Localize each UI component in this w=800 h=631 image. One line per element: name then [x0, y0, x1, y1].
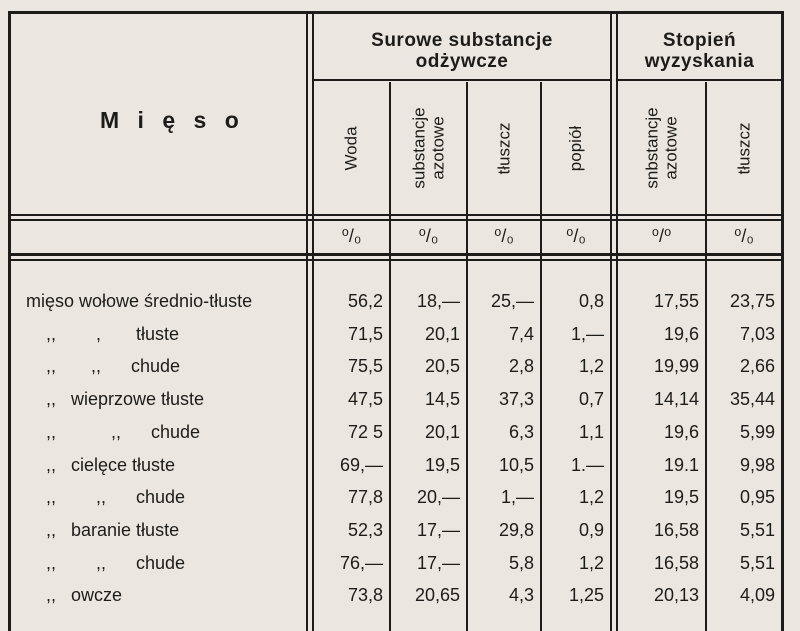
unit-s-azotowe: ⁰/⁰ [651, 226, 672, 246]
cell-tluszcz: 4,3 [508, 585, 534, 606]
column-header-s-azotowe [618, 82, 705, 214]
group-header-recovery [618, 30, 781, 72]
cell-s-azotowe: 20,13 [653, 585, 699, 606]
column-header-azotowe [391, 82, 466, 214]
cell-woda: 73,8 [347, 585, 383, 606]
cell-popiol: 1.— [570, 454, 604, 475]
column-header-s-azotowe-line-1: snbstancje [642, 107, 662, 189]
cell-s-tluszcz: 9,98 [739, 454, 775, 475]
cell-s-azotowe: 14,14 [653, 389, 699, 410]
cell-s-azotowe: 19,6 [663, 323, 699, 344]
table-row [0, 416, 800, 449]
cell-tluszcz: 6,3 [508, 421, 534, 442]
group-header-raw-nutrients [314, 30, 610, 72]
cell-s-azotowe: 19.1 [663, 454, 699, 475]
cell-azotowe: 20,1 [424, 421, 460, 442]
cell-s-azotowe: 16,58 [653, 552, 699, 573]
column-header-azotowe-line-2: azotowe [428, 116, 448, 180]
column-header-popiol-text: popiół [566, 125, 586, 171]
cell-woda: 71,5 [347, 323, 383, 344]
table-row [0, 383, 800, 416]
cell-s-tluszcz: 35,44 [729, 389, 775, 410]
cell-tluszcz: 37,3 [498, 389, 534, 410]
cell-azotowe: 19,5 [424, 454, 460, 475]
row-label: ,, wieprzowe tłuste [46, 389, 205, 410]
row-label: ,, owcze [46, 585, 123, 606]
column-header-tluszcz-text: tłuszcz [494, 122, 514, 174]
cell-popiol: 0,7 [578, 389, 604, 410]
cell-s-tluszcz: 5,99 [739, 421, 775, 442]
cell-tluszcz: 10,5 [498, 454, 534, 475]
row-label: ,, , tłuste [46, 323, 180, 344]
cell-popiol: 1,2 [578, 356, 604, 377]
table-row [0, 579, 800, 612]
cell-azotowe: 17,— [416, 519, 460, 540]
row-label: ,, ,, chude [46, 421, 201, 442]
column-header-woda-text: Woda [341, 125, 361, 171]
cell-woda: 72 5 [347, 421, 383, 442]
row-label: ,, ,, chude [46, 487, 186, 508]
cell-tluszcz: 5,8 [508, 552, 534, 573]
cell-popiol: 1,— [570, 323, 604, 344]
column-header-popiol [542, 82, 610, 214]
cell-popiol: 1,2 [578, 487, 604, 508]
table-row [0, 350, 800, 383]
units-bottom-line-2 [11, 259, 781, 261]
cell-s-tluszcz: 23,75 [729, 291, 775, 311]
cell-azotowe: 17,— [416, 552, 460, 573]
row-label: mięso wołowe średnio-tłuste [26, 291, 253, 311]
table-row [0, 449, 800, 482]
group-underline-recovery [618, 79, 781, 81]
group-header-raw-line-2: odżywcze [415, 51, 509, 72]
cell-tluszcz: 25,— [490, 291, 534, 311]
cell-tluszcz: 1,— [500, 487, 534, 508]
cell-azotowe: 20,— [416, 487, 460, 508]
cell-s-azotowe: 19,99 [653, 356, 699, 377]
cell-woda: 75,5 [347, 356, 383, 377]
cell-tluszcz: 29,8 [498, 519, 534, 540]
cell-woda: 77,8 [347, 487, 383, 508]
cell-tluszcz: 2,8 [508, 356, 534, 377]
cell-s-azotowe: 19,5 [663, 487, 699, 508]
cell-woda: 52,3 [347, 519, 383, 540]
cell-s-tluszcz: 4,09 [739, 585, 775, 606]
column-header-s-tluszcz-text: tłuszcz [734, 122, 754, 174]
cell-woda: 56,2 [347, 291, 383, 311]
column-header-s-tluszcz [707, 82, 781, 214]
unit-s-tluszcz: ⁰/₀ [734, 226, 754, 246]
units-top-line-1 [11, 214, 781, 216]
row-label: ,, ,, chude [46, 552, 186, 573]
cell-woda: 47,5 [347, 389, 383, 410]
cell-s-tluszcz: 7,03 [739, 323, 775, 344]
cell-s-azotowe: 17,55 [653, 291, 699, 311]
cell-azotowe: 20,65 [414, 585, 460, 606]
unit-tluszcz: ⁰/₀ [494, 226, 514, 246]
group-header-recovery-line-1: Stopień [662, 30, 737, 51]
row-label: ,, cielęce tłuste [46, 454, 176, 475]
group-underline-raw [314, 79, 610, 81]
group-header-recovery-line-2: wyzyskania [644, 51, 755, 72]
cell-azotowe: 20,1 [424, 323, 460, 344]
cell-azotowe: 20,5 [424, 356, 460, 377]
table-row [0, 285, 800, 318]
column-header-woda [314, 82, 389, 214]
cell-woda: 76,— [339, 552, 383, 573]
unit-popiol: ⁰/₀ [566, 226, 586, 246]
table-row [0, 318, 800, 351]
cell-s-azotowe: 16,58 [653, 519, 699, 540]
cell-azotowe: 18,— [416, 291, 460, 311]
cell-s-tluszcz: 2,66 [739, 356, 775, 377]
cell-s-tluszcz: 5,51 [739, 552, 775, 573]
column-header-s-azotowe-line-2: azotowe [661, 116, 681, 180]
cell-s-azotowe: 19,6 [663, 421, 699, 442]
column-header-azotowe-line-1: substancje [409, 107, 429, 189]
table-row [0, 481, 800, 514]
cell-popiol: 0,8 [578, 291, 604, 311]
row-label: ,, ,, chude [46, 356, 181, 377]
cell-s-tluszcz: 5,51 [739, 519, 775, 540]
units-top-line-2 [11, 219, 781, 221]
table-row [0, 514, 800, 547]
unit-azotowe: ⁰/₀ [418, 226, 439, 246]
cell-tluszcz: 7,4 [508, 323, 534, 344]
cell-popiol: 1,2 [578, 552, 604, 573]
cell-popiol: 1,25 [568, 585, 604, 606]
cell-s-tluszcz: 0,95 [739, 487, 775, 508]
cell-popiol: 0,9 [578, 519, 604, 540]
column-header-tluszcz [468, 82, 540, 214]
top-border [8, 11, 784, 14]
unit-woda: ⁰/₀ [341, 226, 362, 246]
table-row [0, 547, 800, 580]
group-header-raw-line-1: Surowe substancje [371, 30, 553, 51]
cell-azotowe: 14,5 [424, 389, 460, 410]
cell-popiol: 1,1 [578, 421, 604, 442]
cell-woda: 69,— [339, 454, 383, 475]
units-bottom-line-1 [11, 253, 781, 256]
table-title: M i ę s o [100, 107, 245, 133]
row-label: ,, baranie tłuste [46, 519, 180, 540]
